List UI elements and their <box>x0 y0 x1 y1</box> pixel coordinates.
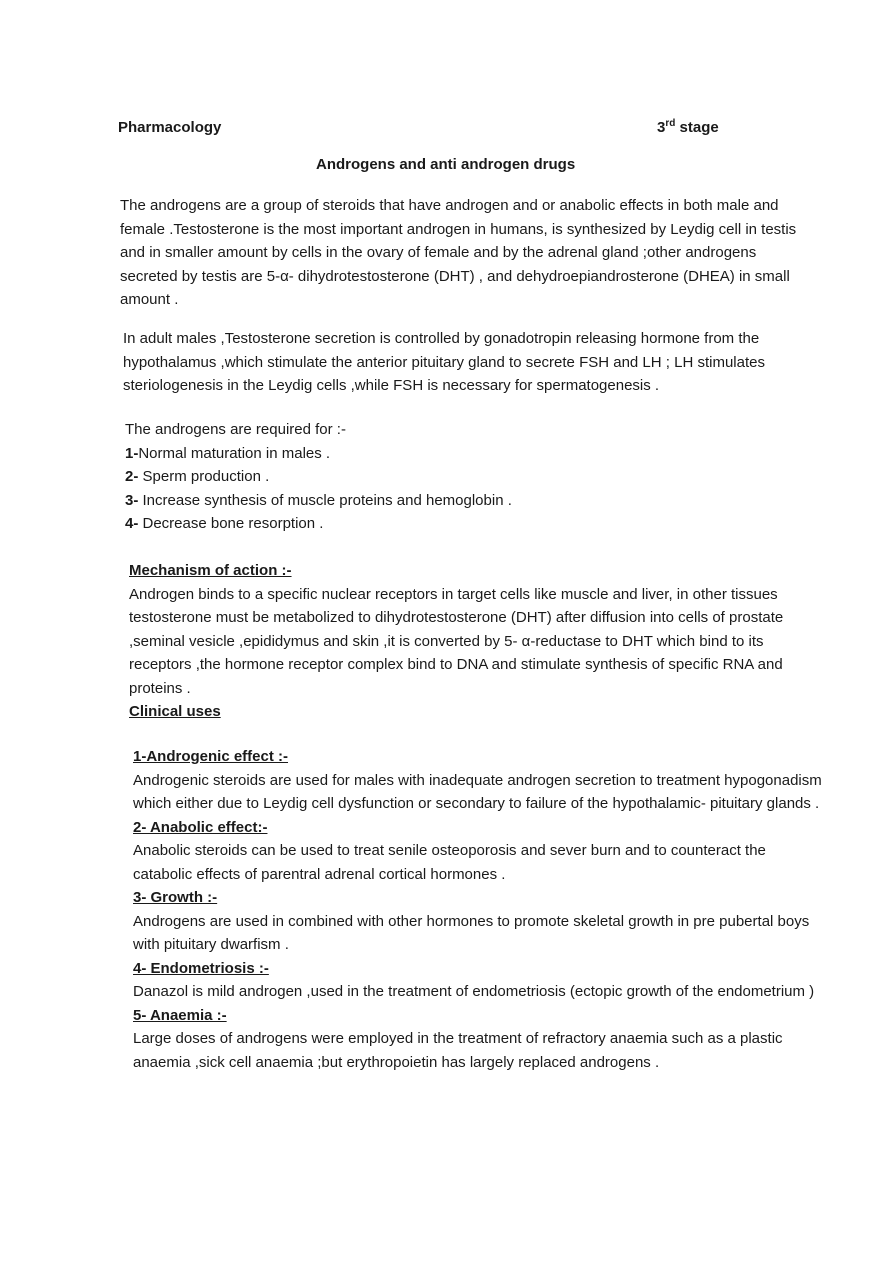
list-item <box>125 489 815 513</box>
mechanism-section <box>129 559 819 724</box>
clinical-paragraph: Androgenic steroids are used for males with inadequate androgen secretion to treatment hypogonadism which either due to Leydig cell dysfunction or secondary to failure of the hypothalamic- pituitary glands . <box>133 771 822 812</box>
list-item-number: 3- <box>125 491 139 509</box>
clinical-paragraph: Danazol is mild androgen ,used in the treatment of endometriosis (ectopic growth of the endometrium ) <box>133 983 815 1000</box>
list-item-text: Sperm production . <box>138 468 270 485</box>
mechanism-paragraph: Androgen binds to a specific nuclear receptors in target cells like muscle and liver, in other tissues testosterone must be metabolized to dihydrotestosterone (DHT) after diffusion into cells of prostate ,seminal vesicle ,epididymus and skin ,it is converted by 5- α-reductase to DHT which bind to its receptors ,the hormone receptor complex bind to DNA and stimulate synthesis of specific RNA and proteins . <box>129 585 784 697</box>
list-item <box>125 512 815 536</box>
clinical-subheading: 1-Androgenic effect :- <box>133 748 289 765</box>
stage-header <box>657 116 719 140</box>
list-item-number: 1- <box>125 444 139 462</box>
control-paragraph: In adult males ,Testosterone secretion is controlled by gonadotropin releasing hormone from the hypothalamus ,which stimulate the anterior pituitary gland to secrete FSH and LH ; LH stimulates steriologenesis in the Leydig cells ,while FSH is necessary for spermatogenesis . <box>123 330 765 394</box>
clinical-uses-section <box>133 745 823 1074</box>
clinical-subheading: 3- Growth :- <box>133 889 218 906</box>
document-title: Androgens and anti androgen drugs <box>316 156 576 173</box>
list-item <box>125 465 815 489</box>
clinical-paragraph: Androgens are used in combined with other hormones to promote skeletal growth in pre pubertal boys with pituitary dwarfism . <box>133 912 810 953</box>
intro-paragraph: The androgens are a group of steroids that have androgen and or anabolic effects in both male and female .Testosterone is the most important androgen in humans, is synthesized by Leydig cell in testis and in smaller amount by cells in the ovary of female and by the adrenal gland ;other androgens secreted by testis are 5-α- dihydrotestosterone (DHT) , and dehydroepiandrosterone (DHEA) in small amount . <box>120 197 797 308</box>
clinical-paragraph: Large doses of androgens were employed in the treatment of refractory anaemia such as a plastic anaemia ,sick cell anaemia ;but erythropoietin has largely replaced androgens . <box>133 1030 783 1071</box>
list-item-text: Normal maturation in males . <box>138 444 331 462</box>
mechanism-heading: Mechanism of action :- <box>129 562 292 579</box>
stage-suffix: rd <box>665 118 676 129</box>
subject-header: Pharmacology <box>118 119 222 136</box>
list-item-number: 2- <box>125 468 139 485</box>
clinical-subheading: 5- Anaemia :- <box>133 1006 227 1024</box>
clinical-subheading: 2- Anabolic effect:- <box>133 818 268 836</box>
list-item-text: Increase synthesis of muscle proteins and hemoglobin . <box>138 491 512 509</box>
required-section <box>125 418 815 536</box>
control-section <box>123 327 813 398</box>
list-item-number: 4- <box>125 515 139 532</box>
intro-section <box>120 194 810 312</box>
clinical-paragraph: Anabolic steroids can be used to treat senile osteoporosis and sever burn and to counteract the catabolic effects of parentral adrenal cortical hormones . <box>133 842 766 883</box>
stage-word: stage <box>675 119 719 136</box>
required-lead: The androgens are required for :- <box>125 421 346 438</box>
clinical-subheading: 4- Endometriosis :- <box>133 959 269 977</box>
clinical-uses-heading: Clinical uses <box>129 703 221 720</box>
list-item <box>125 442 815 466</box>
list-item-text: Decrease bone resorption . <box>138 515 324 532</box>
stage-number: 3 <box>657 119 666 136</box>
